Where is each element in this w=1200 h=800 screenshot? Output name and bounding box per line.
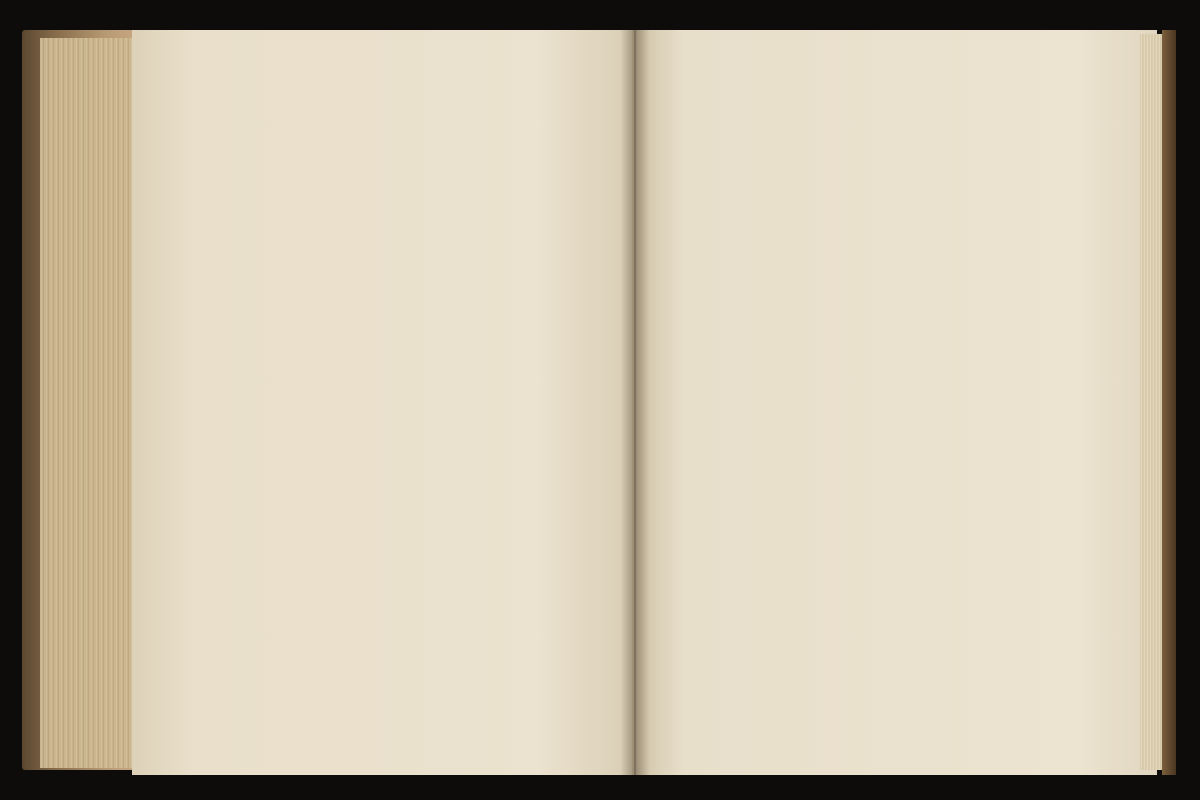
book-cover-right	[1162, 30, 1176, 775]
open-book	[22, 30, 1172, 775]
book-gutter	[620, 30, 650, 775]
right-page	[632, 30, 1157, 775]
left-page	[132, 30, 640, 775]
